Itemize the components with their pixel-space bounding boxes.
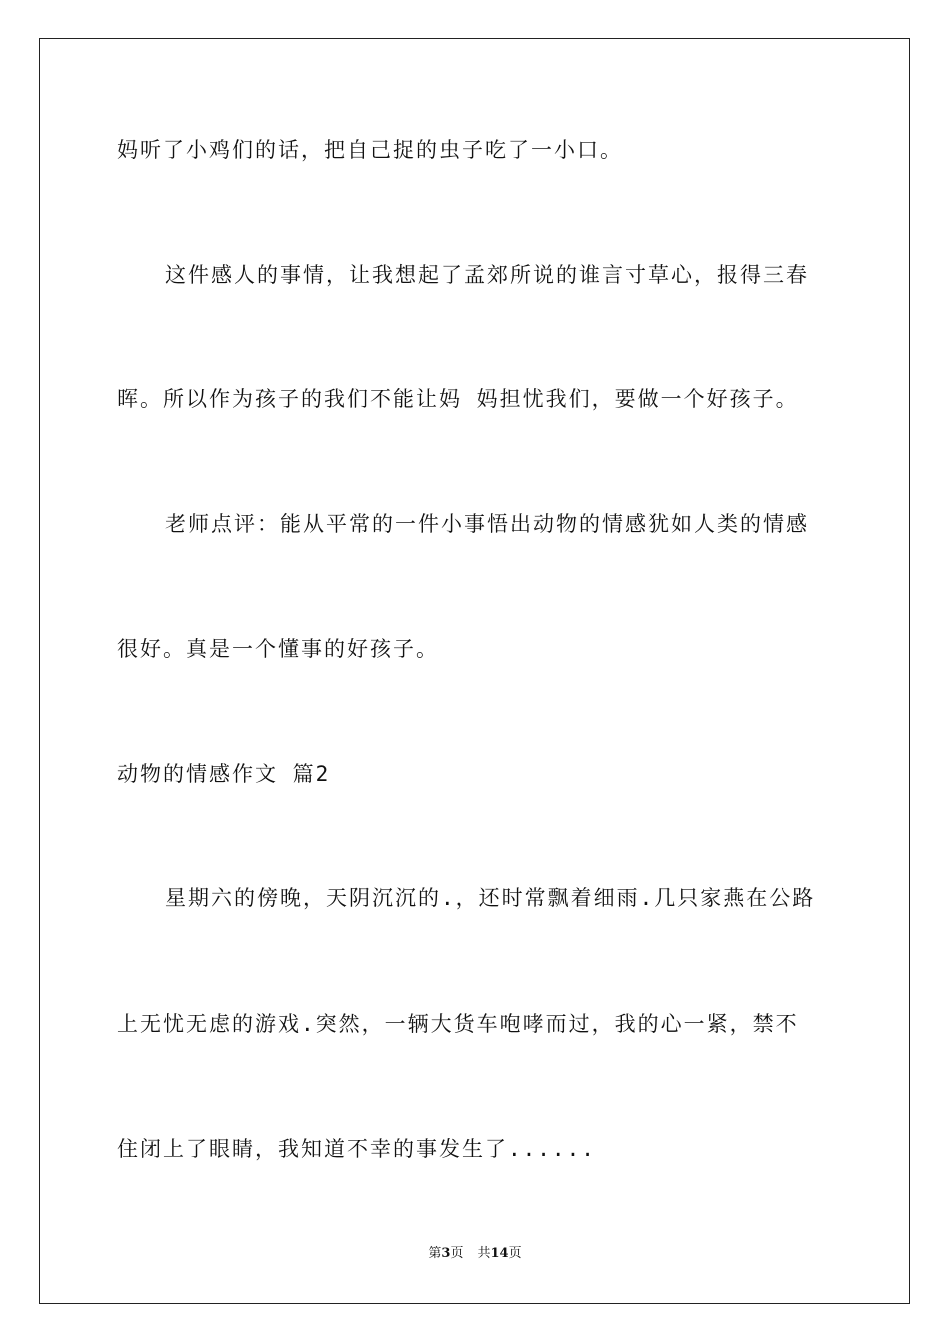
total-suffix: 页 xyxy=(508,1246,522,1261)
page-suffix: 页 xyxy=(450,1246,464,1261)
total-pages: 14 xyxy=(490,1246,509,1261)
paragraph-line: 星期六的傍晚，天阴沉沉的.，还时常飘着细雨.几只家燕在公路 xyxy=(165,886,816,910)
page-footer xyxy=(0,1245,950,1263)
paragraph-line: 妈听了小鸡们的话，把自己捉的虫子吃了一小口。 xyxy=(117,138,623,162)
section-heading: 动物的情感作文 篇2 xyxy=(117,762,331,786)
total-prefix: 共 xyxy=(477,1246,491,1261)
page-prefix: 第 xyxy=(428,1246,442,1261)
page-number: 3 xyxy=(441,1246,451,1261)
paragraph-line: 住闭上了眼睛，我知道不幸的事发生了...... xyxy=(117,1137,596,1161)
paragraph-line: 上无忧无虑的游戏.突然，一辆大货车咆哮而过，我的心一紧，禁不 xyxy=(117,1012,799,1036)
paragraph-line: 晖。所以作为孩子的我们不能让妈 妈担忧我们，要做一个好孩子。 xyxy=(117,387,799,411)
paragraph-line: 这件感人的事情，让我想起了孟郊所说的谁言寸草心，报得三春 xyxy=(165,263,809,287)
page-border xyxy=(39,38,910,1304)
paragraph-line: 老师点评：能从平常的一件小事悟出动物的情感犹如人类的情感 xyxy=(165,512,809,536)
paragraph-line: 很好。真是一个懂事的好孩子。 xyxy=(117,637,439,661)
